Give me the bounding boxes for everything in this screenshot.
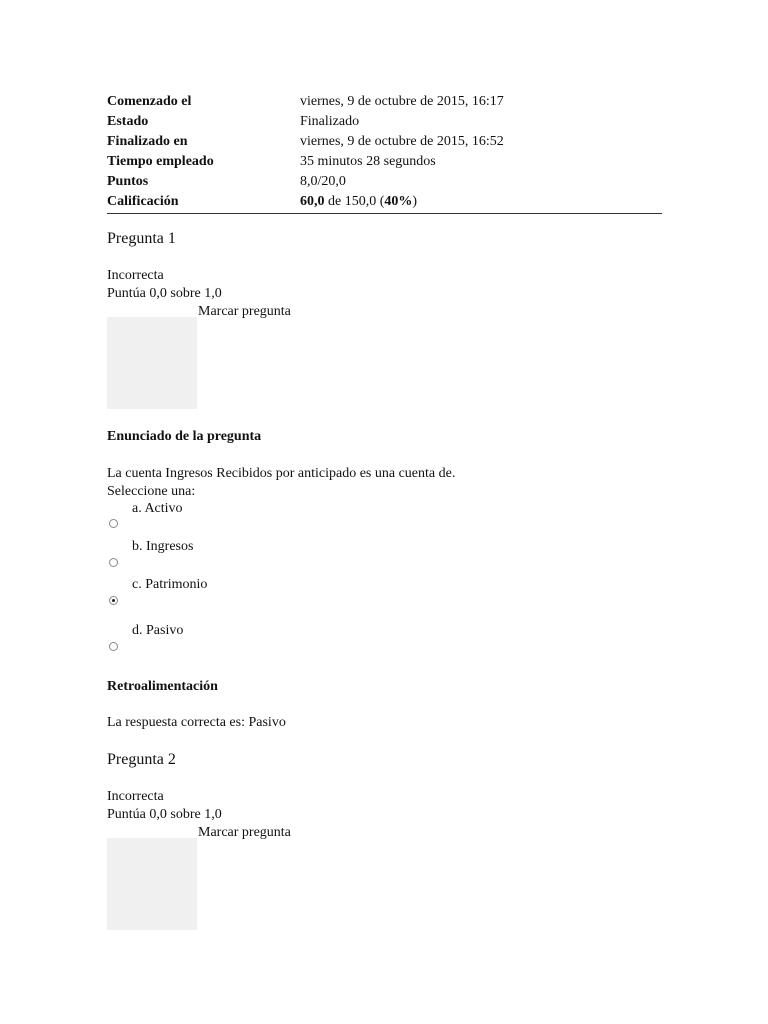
question-1-prompt: Seleccione una: <box>107 484 196 499</box>
option-b-radio[interactable] <box>109 558 118 567</box>
option-a-radio[interactable] <box>109 519 118 528</box>
grade-percent: 40% <box>384 194 413 209</box>
question-2-flag-icon[interactable] <box>107 838 197 930</box>
summary-row-finished <box>107 132 662 152</box>
option-c-radio[interactable] <box>109 596 118 605</box>
question-2-points: Puntúa 0,0 sobre 1,0 <box>107 807 222 822</box>
question-1-status: Incorrecta <box>107 268 164 283</box>
summary-label: Comenzado el <box>107 94 192 109</box>
grade-value <box>300 192 662 212</box>
question-1-flag-link[interactable]: Marcar pregunta <box>198 304 291 319</box>
question-1-feedback-heading: Retroalimentación <box>107 679 218 694</box>
question-2-status: Incorrecta <box>107 789 164 804</box>
summary-value: viernes, 9 de octubre de 2015, 16:17 <box>300 94 504 109</box>
option-a-label: a. Activo <box>132 501 183 516</box>
summary-row-time <box>107 152 662 172</box>
question-2-flag-link[interactable]: Marcar pregunta <box>198 825 291 840</box>
option-d-radio[interactable] <box>109 642 118 651</box>
question-1-title: Pregunta 1 <box>107 230 176 247</box>
attempt-summary-table <box>107 92 662 214</box>
summary-row-state <box>107 112 662 132</box>
option-c-label: c. Patrimonio <box>132 577 208 592</box>
question-1-flag-icon[interactable] <box>107 317 197 409</box>
question-1-points: Puntúa 0,0 sobre 1,0 <box>107 286 222 301</box>
summary-label: Finalizado en <box>107 134 188 149</box>
question-1-feedback: La respuesta correcta es: Pasivo <box>107 715 286 730</box>
summary-label: Puntos <box>107 174 149 189</box>
grade-total: de 150,0 ( <box>324 194 385 209</box>
question-1-statement-heading: Enunciado de la pregunta <box>107 429 262 444</box>
option-b-label: b. Ingresos <box>132 539 194 554</box>
summary-value: 8,0/20,0 <box>300 174 346 189</box>
summary-value: viernes, 9 de octubre de 2015, 16:52 <box>300 134 504 149</box>
grade-score: 60,0 <box>300 194 325 209</box>
summary-row-started <box>107 92 662 112</box>
summary-label: Estado <box>107 114 149 129</box>
summary-row-grade <box>107 192 662 212</box>
summary-label: Tiempo empleado <box>107 154 214 169</box>
question-2-title: Pregunta 2 <box>107 751 176 768</box>
option-d-label: d. Pasivo <box>132 623 184 638</box>
summary-row-points <box>107 172 662 192</box>
summary-value: Finalizado <box>300 114 360 129</box>
summary-value: 35 minutos 28 segundos <box>300 154 436 169</box>
summary-label: Calificación <box>107 194 179 209</box>
question-1-text: La cuenta Ingresos Recibidos por anticipado es una cuenta de. <box>107 466 456 481</box>
grade-close: ) <box>412 194 418 209</box>
